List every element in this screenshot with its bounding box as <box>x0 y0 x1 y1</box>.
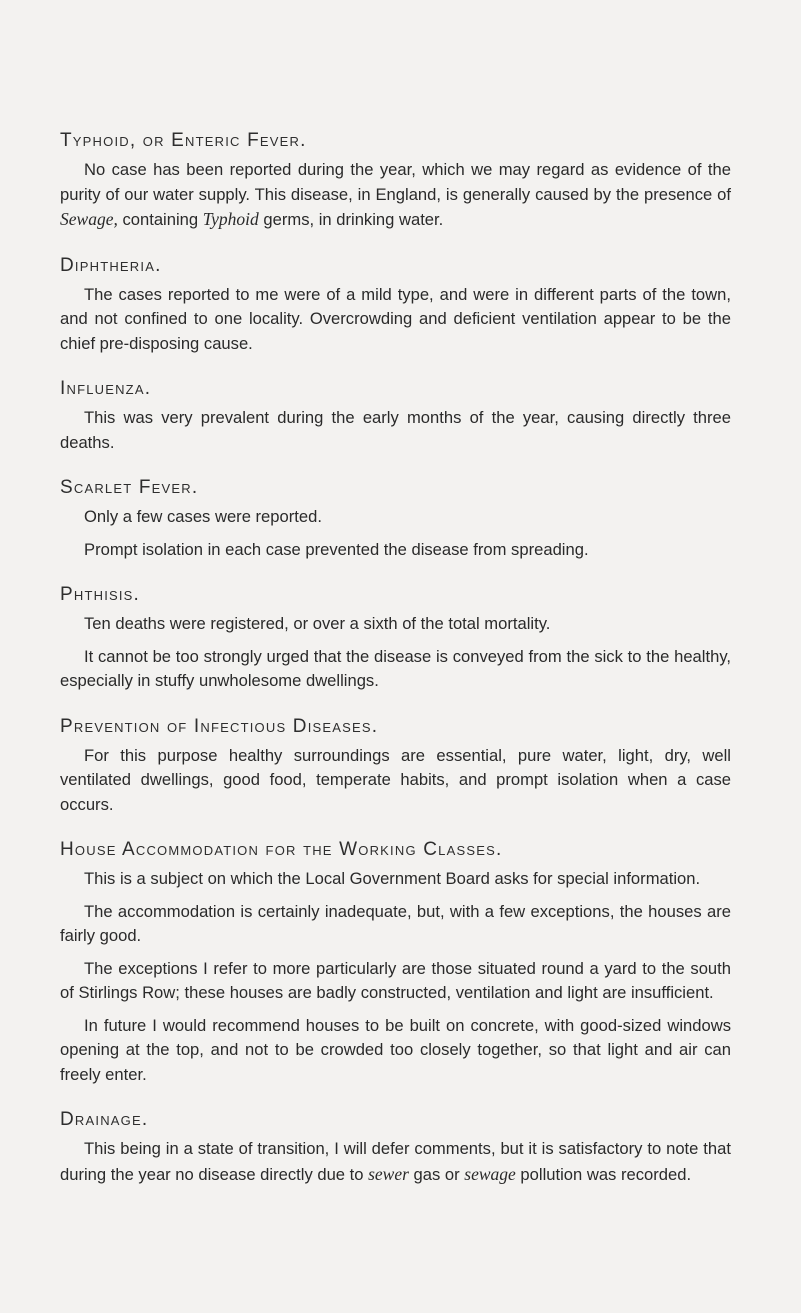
section-scarlet-fever <box>60 477 731 562</box>
paragraph <box>60 1137 731 1187</box>
paragraph: The cases reported to me were of a mild type, and were in different parts of the town, and not confined to one locality. Overcrowding and deficient ventilation appear to be the chief pre-disposing cause. <box>60 284 731 353</box>
italic-term: sewer <box>368 1163 409 1184</box>
section-heading: Scarlet Fever. <box>60 477 199 498</box>
section-heading: Drainage. <box>60 1109 149 1130</box>
paragraph: Ten deaths were registered, or over a sixth of the total mortality. <box>84 614 551 633</box>
text-run: containing <box>117 210 203 229</box>
text-run: gas or <box>408 1164 465 1184</box>
text-run: pollution was recorded. <box>515 1164 692 1184</box>
section-heading: Influenza. <box>60 378 152 399</box>
section-phthisis <box>60 584 731 694</box>
section-typhoid <box>60 130 731 233</box>
text-run: No case has been reported during the year, which we may regard as evidence of the purity of our water supply. This disease, in England, is generally caused by the presence of <box>60 160 731 204</box>
text-run: germs, in drinking water. <box>258 210 444 229</box>
italic-term: sewage <box>464 1163 516 1184</box>
paragraph: This was very prevalent during the early months of the year, causing directly three deaths. <box>60 408 731 452</box>
paragraph: For this purpose healthy surroundings are essential, pure water, light, dry, well ventilated dwellings, good food, temperate habits, and prompt isolation when a case occurs. <box>60 745 731 814</box>
paragraph: Prompt isolation in each case prevented the disease from spreading. <box>84 539 589 559</box>
paragraph: It cannot be too strongly urged that the disease is conveyed from the sick to the healthy, especially in stuffy unwholesome dwellings. <box>60 646 731 690</box>
italic-term: Typhoid <box>202 209 259 229</box>
section-heading: Diphtheria. <box>60 254 162 276</box>
section-heading: Phthisis. <box>60 584 141 605</box>
paragraph: Only a few cases were reported. <box>84 507 322 526</box>
section-diphtheria <box>60 255 731 357</box>
text-run: This being in a state of transition, I will defer comments, but it is satisfactory to note that during the year no disease directly due to <box>60 1139 731 1184</box>
section-drainage <box>60 1109 731 1187</box>
italic-term: Sewage, <box>60 209 118 229</box>
section-house-accommodation <box>60 839 731 1087</box>
section-influenza <box>60 378 731 455</box>
paragraph: This is a subject on which the Local Government Board asks for special information. <box>84 869 701 888</box>
section-prevention <box>60 716 731 818</box>
paragraph: The accommodation is certainly inadequate, but, with a few exceptions, the houses are fairly good. <box>60 901 731 945</box>
paragraph: In future I would recommend houses to be built on concrete, with good-sized windows opening at the top, and not to be crowded too closely together, so that light and air can freely enter. <box>60 1015 731 1084</box>
section-heading: House Accommodation for the Working Classes. <box>60 839 503 860</box>
paragraph <box>60 158 731 233</box>
section-heading: Typhoid, or Enteric Fever. <box>60 130 307 151</box>
paragraph: The exceptions I refer to more particularly are those situated round a yard to the south of Stirlings Row; these houses are badly constructed, ventilation and light are insufficient. <box>60 958 731 1002</box>
section-heading: Prevention of Infectious Diseases. <box>60 715 379 737</box>
